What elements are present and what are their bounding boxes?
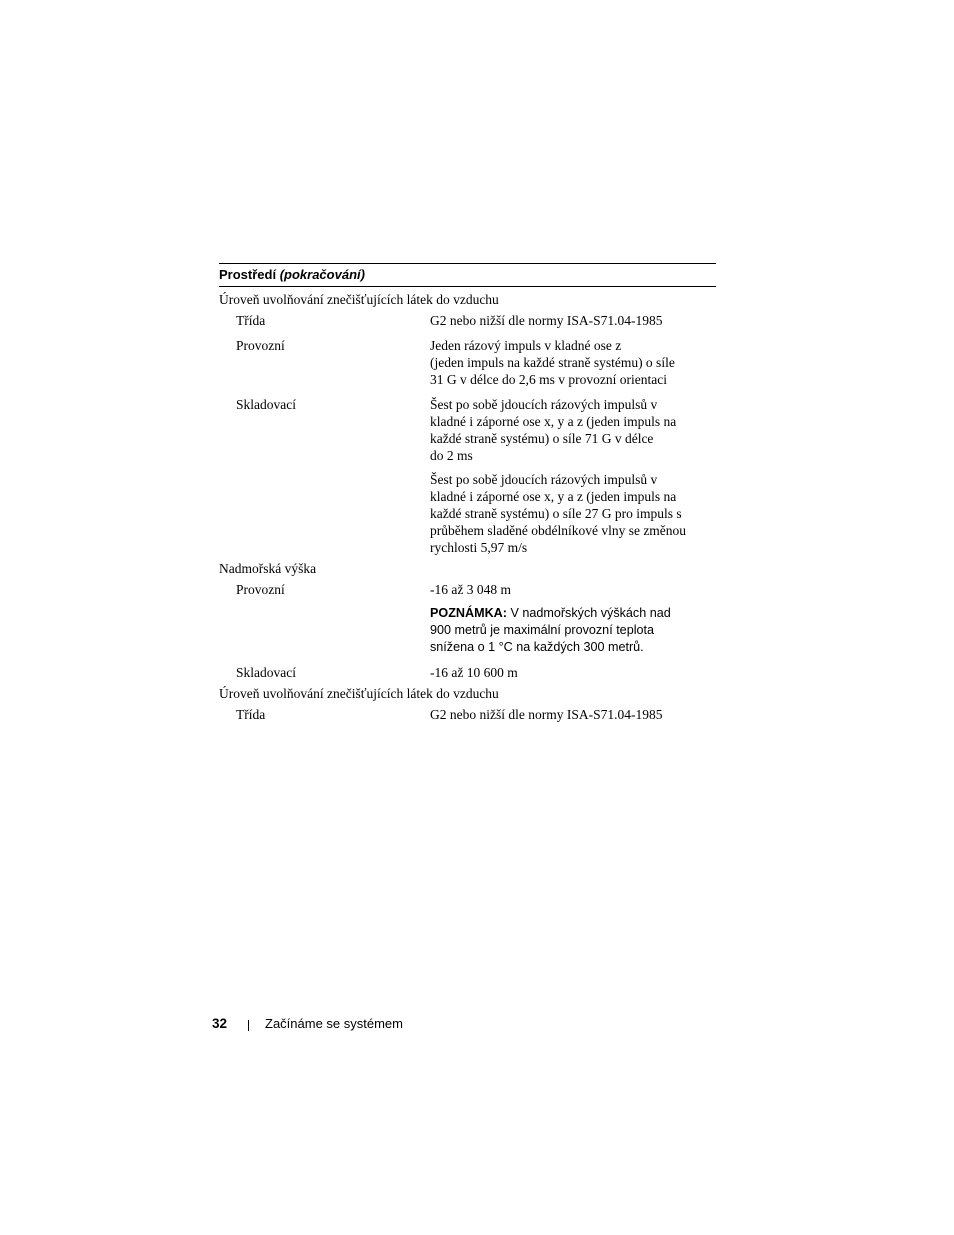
value-paragraph [430, 396, 712, 464]
chapter-title: Začínáme se systémem [265, 1016, 403, 1031]
section-heading-airborne-contaminant-2: Úroveň uvolňování znečišťujících látek do vzduchu [219, 686, 499, 701]
page-footer [212, 1015, 403, 1033]
table-title-suffix: (pokračování) [279, 267, 365, 282]
value-line: do 2 ms [430, 448, 473, 463]
value-line: Jeden rázový impuls v kladné ose z [430, 338, 622, 353]
spec-label: Třída [236, 313, 266, 328]
table-title: Prostředí [219, 267, 277, 282]
environment-spec-table [219, 263, 716, 731]
spec-value: G2 nebo nižší dle normy ISA-S71.04-1985 [430, 707, 663, 722]
value-line: (jeden impuls na každé straně systému) o síle [430, 355, 675, 370]
footer-divider [248, 1020, 249, 1031]
spec-row-class-2 [219, 706, 716, 723]
spec-label: Provozní [236, 582, 285, 597]
spec-value: G2 nebo nižší dle normy ISA-S71.04-1985 [430, 313, 663, 328]
spec-label: Třída [236, 707, 266, 722]
page-number: 32 [212, 1016, 228, 1031]
value-line: Šest po sobě jdoucích rázových impulsů v [430, 472, 658, 487]
value-line: kladné i záporné ose x, y a z (jeden impuls na [430, 489, 677, 504]
value-line: 31 G v délce do 2,6 ms v provozní orientaci [430, 372, 667, 387]
spec-row-class [219, 312, 716, 329]
value-line: rychlosti 5,97 m/s [430, 540, 528, 555]
spec-value: -16 až 10 600 m [430, 665, 518, 680]
section-heading-altitude: Nadmořská výška [219, 561, 317, 576]
value-line: Šest po sobě jdoucích rázových impulsů v [430, 397, 658, 412]
spec-value [430, 396, 716, 556]
note-label: POZNÁMKA: [430, 606, 507, 620]
value-text: -16 až 3 048 m [430, 582, 511, 597]
spec-row-altitude-storage [219, 664, 716, 681]
spec-row-shock-operating [219, 337, 716, 388]
spec-label: Skladovací [236, 665, 296, 680]
section-heading-airborne-contaminant: Úroveň uvolňování znečišťujících látek do vzduchu [219, 292, 499, 307]
value-paragraph [430, 471, 712, 556]
value-line: každé straně systému) o síle 27 G pro impuls s [430, 506, 682, 521]
note-block [430, 605, 712, 656]
spec-row-shock-storage [219, 396, 716, 556]
note-line: V nadmořských výškách nad [506, 606, 671, 620]
table-header [219, 263, 716, 287]
value-line: kladné i záporné ose x, y a z (jeden impuls na [430, 414, 677, 429]
note-line: snížena o 1 °C na každých 300 metrů. [430, 640, 644, 654]
value-line: průběhem sladěné obdélníkové vlny se změnou [430, 523, 687, 538]
spec-value [430, 581, 716, 656]
spec-label: Skladovací [236, 397, 296, 412]
note-line: 900 metrů je maximální provozní teplota [430, 623, 655, 637]
spec-label: Provozní [236, 338, 285, 353]
spec-value [430, 337, 716, 388]
value-line: každé straně systému) o síle 71 G v délce [430, 431, 654, 446]
spec-row-altitude-operating [219, 581, 716, 656]
